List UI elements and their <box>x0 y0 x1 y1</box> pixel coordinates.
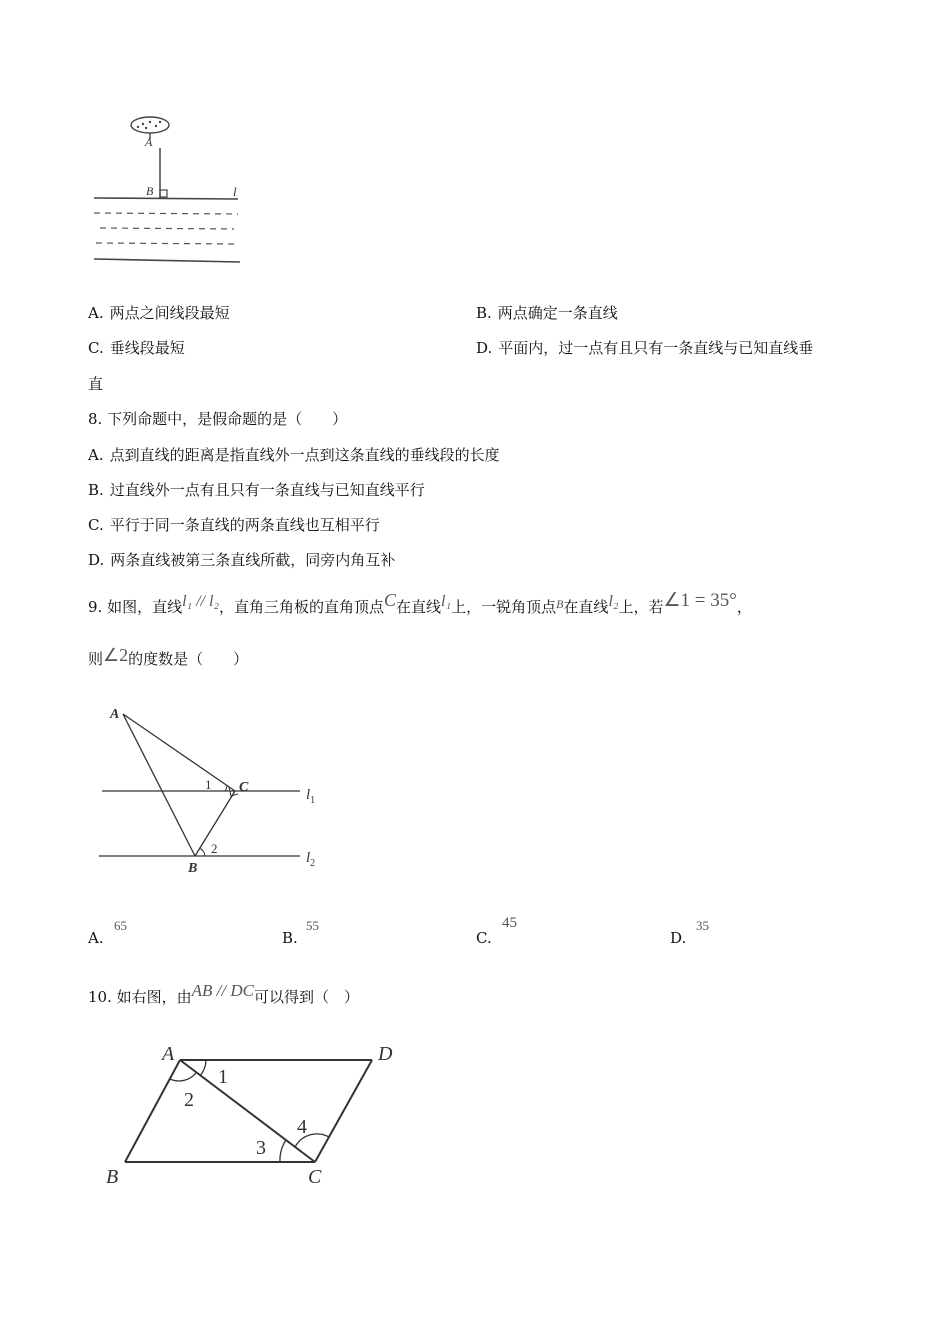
label-a: A <box>145 135 153 149</box>
q9-stem-line2: 则∠2的度数是（ ） <box>88 645 249 668</box>
svg-text:A: A <box>162 1043 175 1065</box>
segment-ac <box>123 714 235 791</box>
q7-option-d: D. 平面内，过一点有且只有一条直线与已知直线垂 <box>476 339 814 357</box>
svg-text:D: D <box>378 1043 393 1065</box>
angle-2-arc <box>170 1073 196 1081</box>
q9-option-c: C. <box>476 929 492 947</box>
svg-text:C: C <box>239 780 249 795</box>
svg-text:2: 2 <box>184 1089 194 1111</box>
q9-option-d: D. <box>670 929 687 947</box>
q9-figure <box>95 700 335 880</box>
q9-option-c-value: 45 <box>502 915 517 931</box>
q8-option-a: A. 点到直线的距离是指直线外一点到这条直线的垂线段的长度 <box>88 446 500 464</box>
right-angle-mark <box>160 190 167 197</box>
svg-text:4: 4 <box>297 1116 307 1138</box>
q7-option-b: B. 两点确定一条直线 <box>476 304 618 322</box>
q7-option-a: A. 两点之间线段最短 <box>88 304 230 322</box>
q9-option-a: A. <box>88 929 104 947</box>
segment-ab <box>125 1060 180 1162</box>
label-b: B <box>146 184 154 198</box>
q10-figure <box>100 1040 410 1190</box>
q10-stem: 10. 如右图，由AB // DC可以得到（ ） <box>88 981 359 1006</box>
q8-option-d: D. 两条直线被第三条直线所截，同旁内角互补 <box>88 551 396 569</box>
bank-line <box>94 198 238 199</box>
q9-option-d-value: 35 <box>696 918 709 933</box>
angle-1-arc <box>200 1060 206 1076</box>
q7-figure <box>88 110 248 270</box>
svg-text:A: A <box>110 707 120 722</box>
svg-text:l2: $l_2$ <box>306 850 316 869</box>
q8-stem: 8. 下列命题中，是假命题的是（ ） <box>88 410 348 428</box>
segment-ab <box>123 714 195 856</box>
angle-1-arc <box>225 785 227 791</box>
q8-option-c: C. 平行于同一条直线的两条直线也互相平行 <box>88 516 380 534</box>
q9-option-b: B. <box>282 929 298 947</box>
svg-text:C: C <box>308 1166 322 1188</box>
svg-text:1: 1 <box>205 777 212 792</box>
q8-option-b: B. 过直线外一点有且只有一条直线与已知直线平行 <box>88 481 425 499</box>
svg-text:1: 1 <box>218 1066 228 1088</box>
svg-text:2: 2 <box>211 841 218 856</box>
angle-3-arc <box>280 1140 286 1162</box>
q9-stem: 9. 如图，直线l₁ // l₂，直角三角板的直角顶点C在直线l₁上，一锐角顶点$^B$在直线l₂上，若∠1 = 35°， <box>88 590 752 616</box>
svg-text:B: B <box>106 1166 119 1188</box>
label-l: l <box>233 184 237 199</box>
q7-option-d-wrap: 直 <box>88 375 104 393</box>
q7-option-c: C. 垂线段最短 <box>88 339 185 357</box>
svg-text:3: 3 <box>256 1137 266 1159</box>
svg-text:B: B <box>188 861 198 876</box>
segment-dc <box>315 1060 372 1162</box>
q9-option-a-value: 65 <box>114 918 127 933</box>
q9-option-b-value: 55 <box>306 918 319 933</box>
svg-text:l1: $l_1$ <box>306 787 316 806</box>
